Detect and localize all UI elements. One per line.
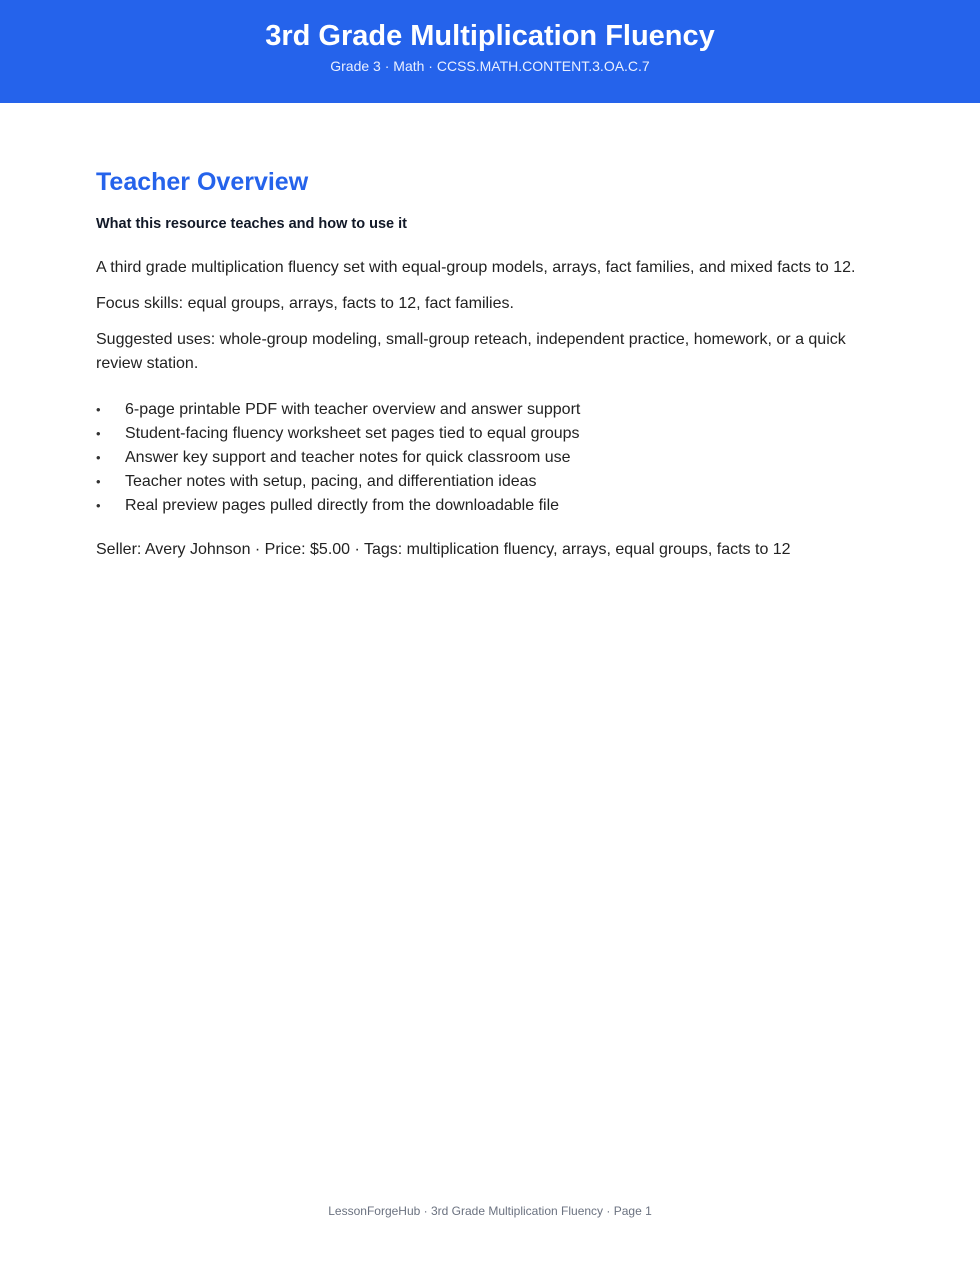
- list-item: [96, 494, 888, 518]
- feature-list: [96, 398, 888, 518]
- list-item-text: Student-facing fluency worksheet set pages tied to equal groups: [125, 425, 580, 442]
- overview-paragraph: A third grade multiplication fluency set with equal-group models, arrays, fact families, and mixed facts to 12.: [96, 259, 856, 276]
- bullet-icon: •: [96, 474, 101, 489]
- page-header: [0, 0, 980, 103]
- bullet-icon: •: [96, 426, 101, 441]
- list-item-text: 6-page printable PDF with teacher overview and answer support: [125, 401, 581, 418]
- bullet-icon: •: [96, 402, 101, 417]
- resource-meta: Seller: Avery Johnson · Price: $5.00 · Tags: multiplication fluency, arrays, equal groups, facts to 12: [96, 541, 791, 558]
- list-item: [96, 422, 888, 446]
- list-item-text: Teacher notes with setup, pacing, and differentiation ideas: [125, 473, 537, 490]
- list-item: [96, 398, 888, 422]
- focus-skills-paragraph: Focus skills: equal groups, arrays, facts to 12, fact families.: [96, 295, 514, 312]
- list-item-text: Answer key support and teacher notes for quick classroom use: [125, 449, 571, 466]
- bullet-icon: •: [96, 498, 101, 513]
- list-item: [96, 446, 888, 470]
- list-item: [96, 470, 888, 494]
- page-footer: LessonForgeHub · 3rd Grade Multiplication Fluency · Page 1: [328, 1204, 652, 1218]
- section-subtitle: What this resource teaches and how to use it: [96, 216, 408, 232]
- document-title: 3rd Grade Multiplication Fluency: [265, 20, 715, 52]
- suggested-uses-paragraph: Suggested uses: whole-group modeling, small-group reteach, independent practice, homework, or a quick review station.: [96, 331, 846, 372]
- document-subtitle: Grade 3 · Math · CCSS.MATH.CONTENT.3.OA.C.7: [330, 58, 650, 74]
- teacher-overview-section: [96, 166, 888, 562]
- section-title: Teacher Overview: [96, 168, 309, 196]
- bullet-icon: •: [96, 450, 101, 465]
- list-item-text: Real preview pages pulled directly from the downloadable file: [125, 497, 560, 514]
